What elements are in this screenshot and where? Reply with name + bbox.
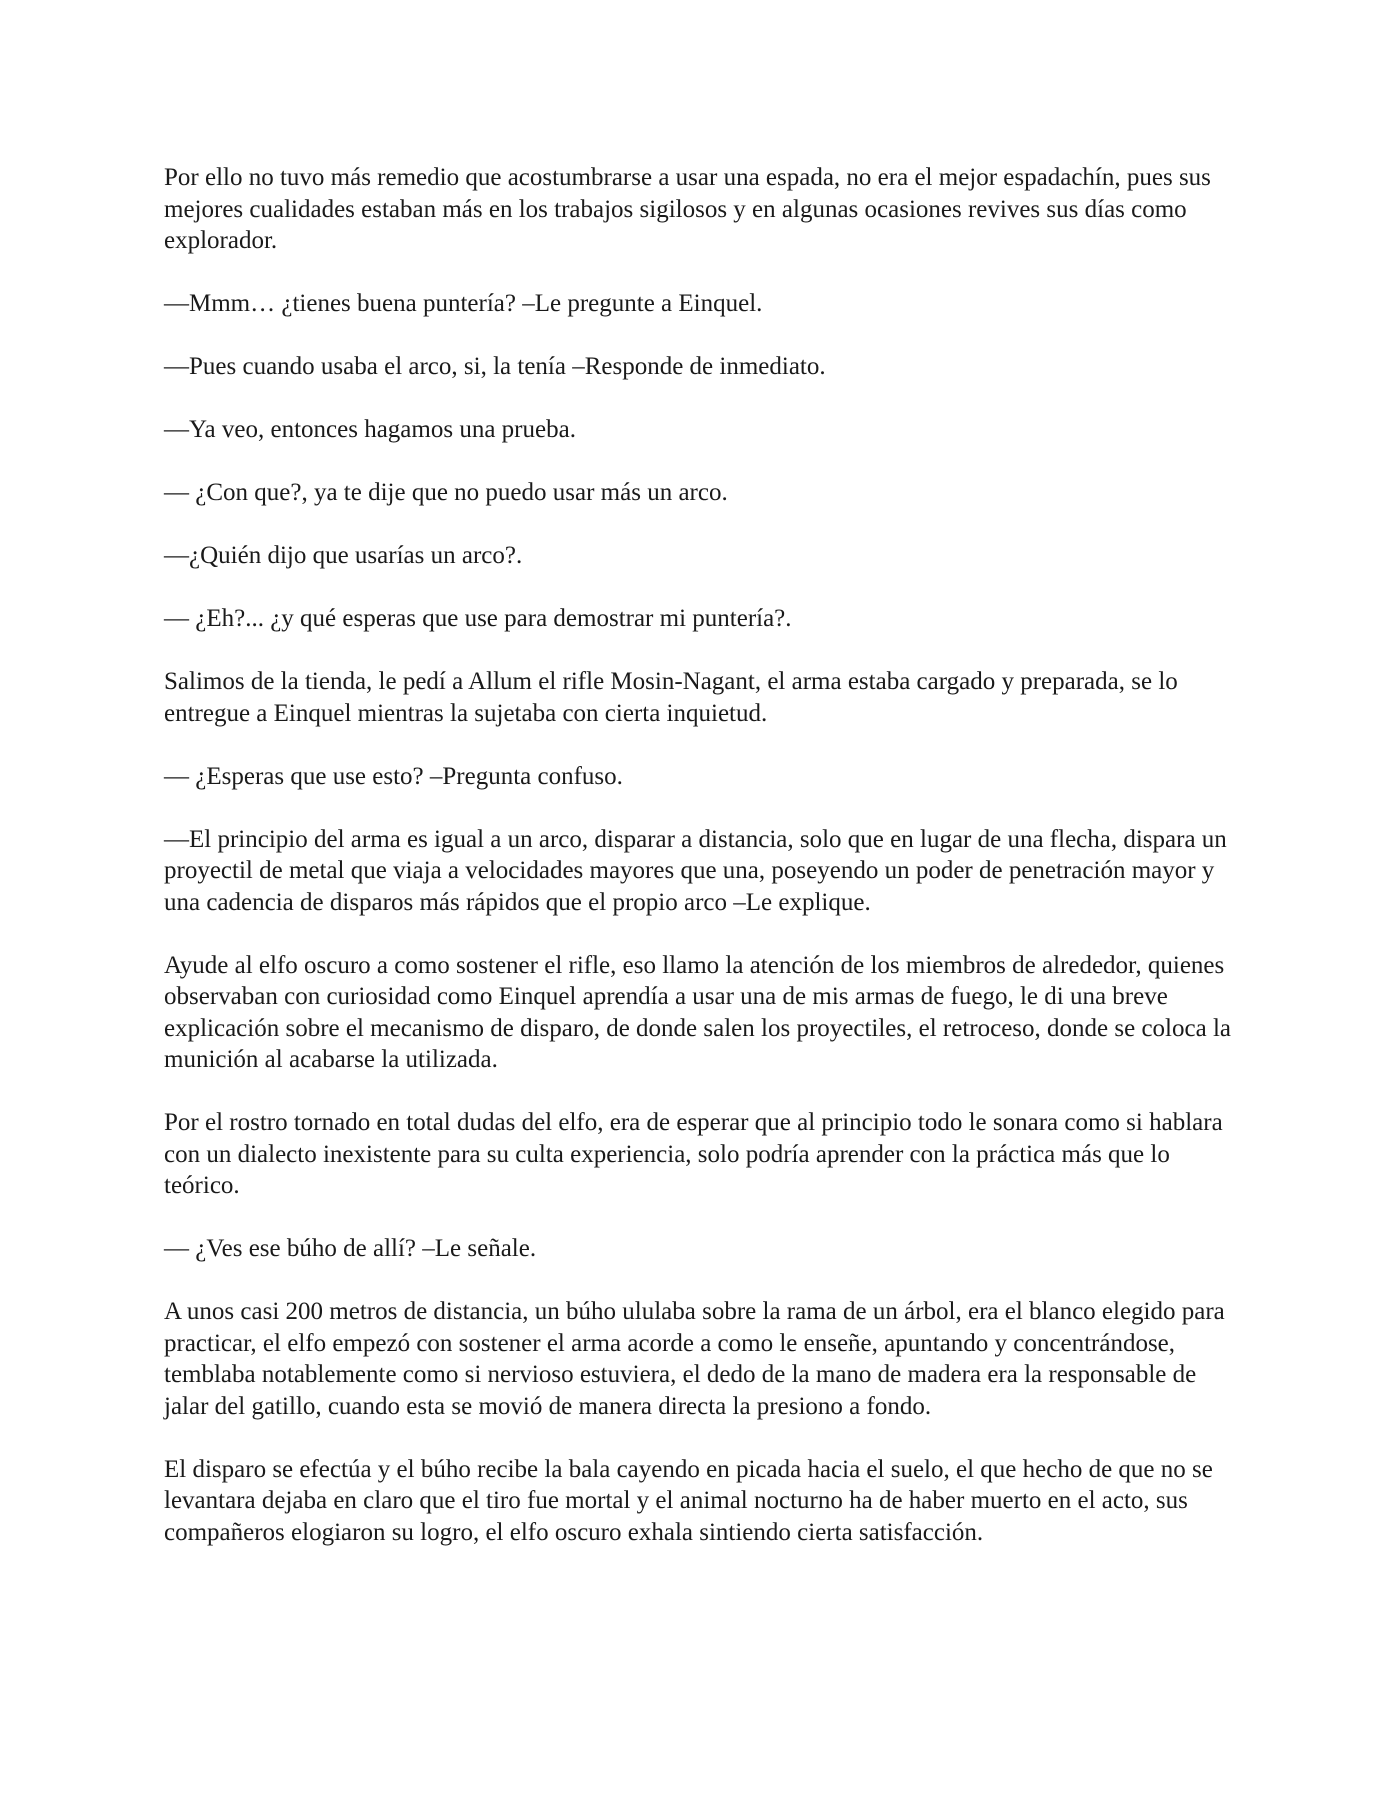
paragraph-15: El disparo se efectúa y el búho recibe la bala cayendo en picada hacia el suelo, el que hecho de que no se levantara dejaba en claro que el tiro fue mortal y el animal nocturno ha de haber muerto en el acto, sus compañeros elogiaron su logro, el elfo oscuro exhala sintiendo cierta satisfacción. [164, 1455, 1213, 1546]
paragraph-5: — ¿Con que?, ya te dije que no puedo usar más un arco. [164, 479, 728, 506]
paragraph-8: Salimos de la tienda, le pedí a Allum el rifle Mosin-Nagant, el arma estaba cargado y preparada, se lo entregue a Einquel mientras la sujetaba con cierta inquietud. [164, 668, 1178, 727]
paragraph-14: A unos casi 200 metros de distancia, un búho ululaba sobre la rama de un árbol, era el blanco elegido para practicar, el elfo empezó con sostener el arma acorde a como le enseñe, apuntando y concentrándose, temblaba notablemente como si nervioso estuviera, el dedo de la mano de madera era la responsable de jalar del gatillo, cuando esta se movió de manera directa la presiono a fondo. [164, 1298, 1225, 1420]
paragraph-11: Ayude al elfo oscuro a como sostener el rifle, eso llamo la atención de los miembros de alrededor, quienes observaban con curiosidad como Einquel aprendía a usar una de mis armas de fuego, le di una breve explicación sobre el mecanismo de disparo, de donde salen los proyectiles, el retroceso, donde se coloca la munición al acabarse la utilizada. [164, 951, 1231, 1073]
paragraph-7: — ¿Eh?... ¿y qué esperas que use para demostrar mi puntería?. [164, 605, 792, 632]
paragraph-9: — ¿Esperas que use esto? –Pregunta confuso. [164, 762, 623, 790]
paragraph-6: —¿Quién dijo que usarías un arco?. [164, 542, 523, 569]
paragraph-1: Por ello no tuvo más remedio que acostumbrarse a usar una espada, no era el mejor espadachín, pues sus mejores cualidades estaban más en los trabajos sigilosos y en algunas ocasiones revives sus días como explorador. [164, 164, 1211, 254]
paragraph-10: —El principio del arma es igual a un arco, disparar a distancia, solo que en lugar de una flecha, dispara un proyectil de metal que viaja a velocidades mayores que una, poseyendo un poder de penetración mayor y una cadencia de disparos más rápidos que el propio arco –Le explique. [164, 825, 1227, 916]
document-body [164, 162, 1236, 1580]
paragraph-12: Por el rostro tornado en total dudas del elfo, era de esperar que al principio todo le sonara como si hablara con un dialecto inexistente para su culta experiencia, solo podría aprender con la práctica más que lo teórico. [164, 1109, 1223, 1199]
paragraph-4: —Ya veo, entonces hagamos una prueba. [164, 416, 576, 443]
paragraph-3: —Pues cuando usaba el arco, si, la tenía –Responde de inmediato. [164, 353, 826, 380]
paragraph-13: — ¿Ves ese búho de allí? –Le señale. [164, 1235, 537, 1262]
paragraph-2: —Mmm… ¿tienes buena puntería? –Le pregunte a Einquel. [164, 290, 763, 317]
